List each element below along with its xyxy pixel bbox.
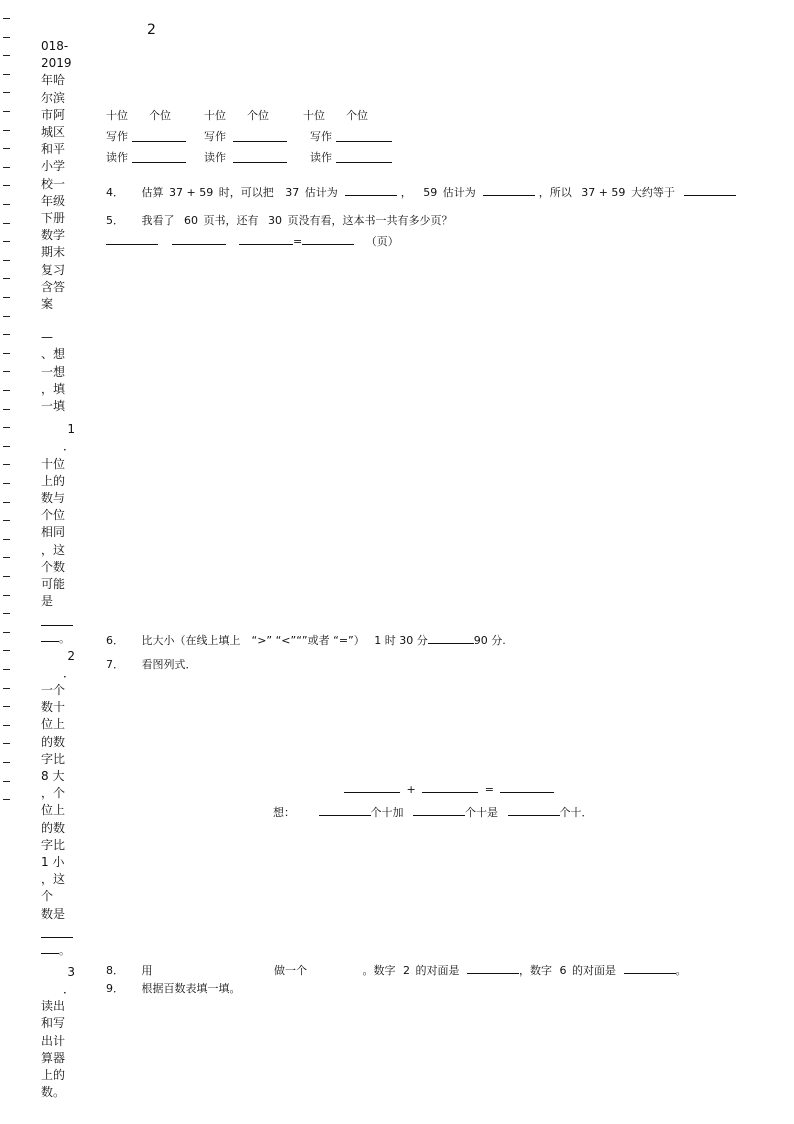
answer-blank[interactable] — [172, 232, 226, 245]
write-blank[interactable] — [132, 129, 186, 142]
margin-dash — [3, 316, 10, 317]
tens-label: 十位 — [204, 109, 226, 122]
margin-dash — [3, 613, 10, 614]
margin-dash — [3, 353, 10, 354]
sidebar-text-line: 个 — [41, 889, 54, 904]
sidebar-text-line: 数与 — [41, 491, 66, 506]
sidebar-text-line: ，个 — [41, 786, 66, 801]
sidebar-text-line: 一填 — [41, 399, 66, 414]
margin-dash — [3, 502, 10, 503]
answer-blank[interactable] — [319, 803, 371, 816]
margin-dash — [3, 688, 10, 689]
question-8: 8． 用 做一个 。数字 2 的对面是 ，数字 6 的对面是 。 — [106, 961, 687, 978]
tens-label: 十位 — [106, 109, 128, 122]
question-number: 6． — [106, 634, 124, 647]
question-number: 7． — [106, 658, 124, 671]
margin-dash — [3, 371, 10, 372]
write-blank[interactable] — [336, 129, 392, 142]
sidebar-text-line: 下册 — [41, 211, 66, 226]
margin-dash — [3, 55, 10, 56]
sidebar-text-line: 8 大 — [41, 768, 65, 783]
sidebar-text-line: 的数 — [41, 734, 66, 749]
margin-dash — [3, 185, 10, 186]
margin-dash — [3, 743, 10, 744]
margin-dash — [3, 278, 10, 279]
margin-dash — [3, 669, 10, 670]
sidebar-text-line: — — [41, 330, 53, 345]
sidebar-text-line: 上的 — [41, 1067, 66, 1082]
sidebar-text-line: 是 — [41, 594, 54, 609]
margin-dash — [3, 427, 10, 428]
question-7-equation: + = — [344, 780, 554, 796]
sidebar-text-line: 和写 — [41, 1016, 66, 1031]
sidebar-text-line: 一想 — [41, 364, 66, 379]
margin-dash — [3, 539, 10, 540]
sidebar-text-line: 年哈 — [41, 73, 66, 88]
question-9: 9． 根据百数表填一填。 — [106, 982, 241, 995]
read-blank[interactable] — [233, 150, 287, 163]
margin-dash — [3, 706, 10, 707]
answer-blank[interactable] — [467, 961, 519, 974]
margin-dash — [3, 725, 10, 726]
answer-blank[interactable] — [508, 803, 560, 816]
sidebar-text-line: 小学 — [41, 159, 66, 174]
sidebar-text-line: ，填 — [41, 381, 66, 396]
page-number: 2 — [147, 22, 156, 38]
margin-dash — [3, 520, 10, 521]
question-6: 6． 比大小（在线上填上 “>” “<”“”或者 “=”） 1 时 30 分 90 分. — [106, 631, 506, 648]
margin-dash — [3, 650, 10, 651]
sidebar-text-line: 复习 — [41, 262, 66, 277]
sidebar-text-line: 2019 — [41, 56, 72, 71]
sidebar-text-line: 数十 — [41, 700, 66, 715]
sidebar-text-line: 018- — [41, 39, 69, 53]
sidebar-text-line: 年级 — [41, 193, 66, 208]
write-blank[interactable] — [233, 129, 287, 142]
sidebar-question-2 — [41, 648, 77, 923]
margin-dash — [3, 37, 10, 38]
sidebar-text-line: 校一 — [41, 176, 66, 191]
read-blank[interactable] — [336, 150, 392, 163]
margin-dash — [3, 111, 10, 112]
question-7: 7． 看图列式． — [106, 658, 197, 671]
sidebar-text-line: 尔滨 — [41, 90, 66, 105]
read-label: 读作 — [106, 151, 128, 164]
margin-dash — [3, 148, 10, 149]
read-blank[interactable] — [132, 150, 186, 163]
sidebar-text-line: ． — [62, 439, 75, 454]
write-label: 写作 — [204, 130, 226, 143]
sidebar-text-line: 个数 — [41, 559, 66, 574]
question-5-equation: = （页） — [106, 232, 399, 249]
margin-dash — [3, 781, 10, 782]
ones-label: 个位 — [149, 109, 171, 122]
ones-label: 个位 — [247, 109, 269, 122]
margin-dash — [3, 595, 10, 596]
sidebar-text-line: 字比 — [41, 837, 66, 852]
sidebar-text-line: 的数 — [41, 820, 66, 835]
sidebar-text-line: 十位 — [41, 456, 66, 471]
answer-blank[interactable] — [344, 780, 400, 793]
answer-blank[interactable] — [428, 631, 474, 644]
sidebar-text-line: 和平 — [41, 142, 66, 157]
sidebar-text-line: 2 — [67, 648, 75, 663]
margin-dash — [3, 799, 10, 800]
sidebar-text-line: 读出 — [41, 999, 66, 1014]
margin-dash — [3, 92, 10, 93]
sidebar-text-line: 案 — [41, 297, 54, 312]
sidebar-text-line: ． — [62, 665, 75, 680]
sidebar-text-line: 个位 — [41, 508, 66, 523]
question-number: 8． — [106, 964, 124, 977]
read-label: 读作 — [204, 151, 226, 164]
sidebar-text-column — [41, 38, 77, 1101]
sidebar-text-line: 数学 — [41, 228, 66, 243]
sidebar-title — [41, 38, 77, 313]
sidebar-text-line: ，这 — [41, 542, 66, 557]
sidebar-text-line: 期末 — [41, 245, 66, 260]
margin-dash — [3, 18, 10, 19]
sidebar-text-line: 市阿 — [41, 107, 66, 122]
answer-blank[interactable] — [684, 183, 736, 196]
sidebar-question-3 — [41, 964, 77, 1102]
sidebar-text-line: 相同 — [41, 525, 66, 540]
margin-dash — [3, 464, 10, 465]
answer-blank[interactable] — [302, 232, 354, 245]
sidebar-q2-blank: 。 — [41, 925, 77, 958]
question-number: 4． — [106, 186, 124, 199]
question-number: 5． — [106, 214, 124, 227]
sidebar-text-line: 可能 — [41, 577, 66, 592]
sidebar-text-line: 位上 — [41, 803, 66, 818]
margin-dash — [3, 762, 10, 763]
sidebar-text-line: 数。 — [41, 1085, 66, 1100]
answer-blank[interactable] — [624, 961, 676, 974]
margin-dash — [3, 74, 10, 75]
answer-blank[interactable] — [422, 780, 478, 793]
margin-dash — [3, 557, 10, 558]
margin-dash — [3, 167, 10, 168]
sidebar-text-line: 算器 — [41, 1050, 66, 1065]
write-label: 写作 — [310, 130, 332, 143]
tens-label: 十位 — [303, 109, 325, 122]
margin-dash — [3, 576, 10, 577]
read-label: 读作 — [310, 151, 332, 164]
sidebar-text-line: 1 小 — [41, 854, 65, 869]
margin-dash — [3, 632, 10, 633]
margin-dash — [3, 130, 10, 131]
sidebar-text-line: 含答 — [41, 279, 66, 294]
margin-dash — [3, 260, 10, 261]
sidebar-text-line: 位上 — [41, 717, 66, 732]
sidebar-text-line: ，这 — [41, 872, 66, 887]
answer-blank[interactable] — [345, 183, 397, 196]
sidebar-text-line: 3 — [67, 964, 75, 979]
ones-label: 个位 — [346, 109, 368, 122]
margin-dash — [3, 483, 10, 484]
answer-blank[interactable] — [500, 780, 554, 793]
sidebar-text-line: 1 — [67, 422, 75, 437]
sidebar-section-one — [41, 329, 77, 415]
answer-blank[interactable] — [413, 803, 465, 816]
margin-dash — [3, 446, 10, 447]
margin-dash — [3, 204, 10, 205]
margin-dash — [3, 297, 10, 298]
question-5: 5． 我看了 60 页书，还有 30 页没有看，这本书一共有多少页？ — [106, 214, 453, 227]
sidebar-text-line: 一个 — [41, 682, 66, 697]
sidebar-text-line: 出计 — [41, 1033, 66, 1048]
question-7-think: 想： 个十加 个十是 个十． — [273, 803, 593, 820]
sidebar-q1-blank: 。 — [41, 613, 77, 646]
answer-blank[interactable] — [239, 232, 293, 245]
sidebar-question-1 — [41, 421, 77, 610]
sidebar-text-line: ． — [62, 981, 75, 996]
write-label: 写作 — [106, 130, 128, 143]
sidebar-text-line: 城区 — [41, 125, 66, 140]
sidebar-text-line: 字比 — [41, 751, 66, 766]
sidebar-text-line: 、想 — [41, 347, 66, 362]
sidebar-text-line: 数是 — [41, 906, 66, 921]
margin-dash — [3, 409, 10, 410]
margin-dash — [3, 223, 10, 224]
question-number: 9． — [106, 982, 124, 995]
margin-dash — [3, 241, 10, 242]
question-4: 4． 估算 37 + 59 时，可以把 37 估计为 ， 59 估计为 ，所以 37 + 59 大约等于 — [106, 183, 736, 200]
answer-blank[interactable] — [483, 183, 535, 196]
margin-dash — [3, 334, 10, 335]
sidebar-text-line: 上的 — [41, 473, 66, 488]
margin-dash — [3, 390, 10, 391]
answer-blank[interactable] — [106, 232, 158, 245]
